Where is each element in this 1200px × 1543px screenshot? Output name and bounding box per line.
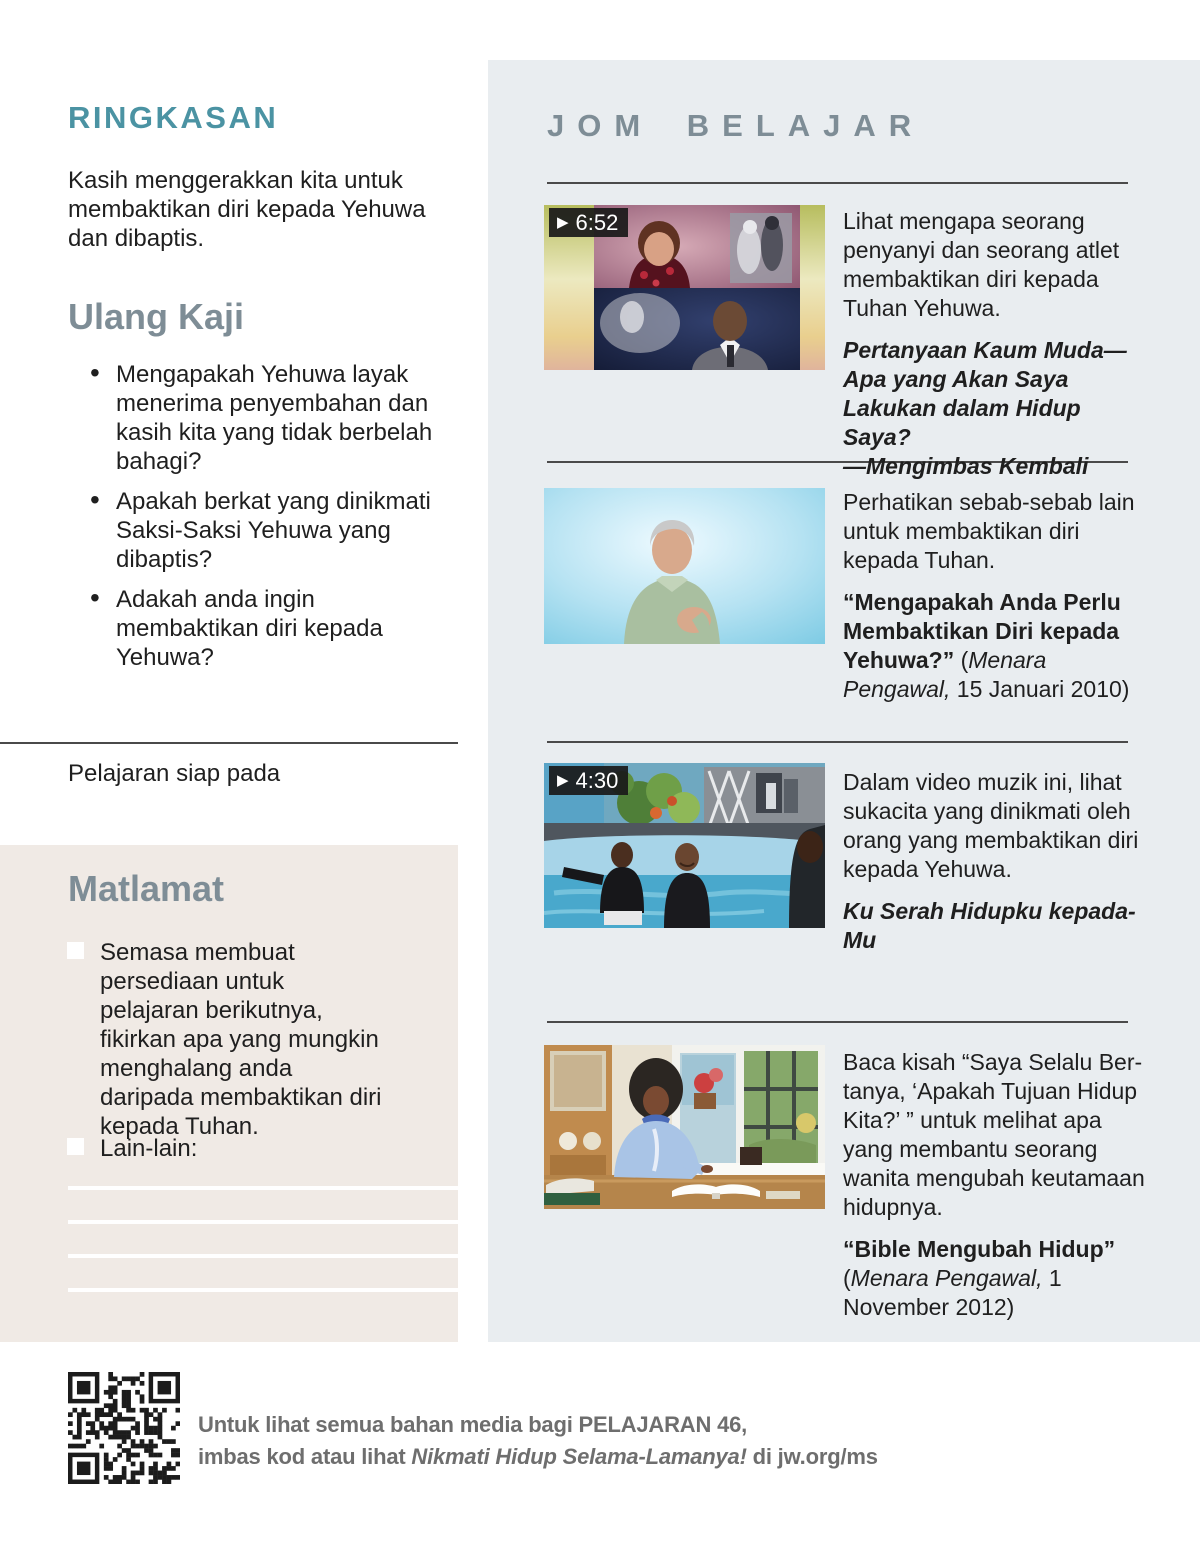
writing-line [68,1254,458,1258]
lesson-completed-label: Pelajaran siap pada [68,760,281,787]
goal-item [67,1134,387,1163]
section-rule [547,182,1128,184]
media-title: Ku Serah Hidupku kepada-Mu [843,898,1136,953]
publication-name: Nikmati Hidup Selama-Lamanya! [411,1444,747,1469]
review-question: • Apakah berkat yang dinikmati Saksi-Saksi Yehuwa yang dibaptis? [88,487,450,574]
video-thumbnail-baptism-song[interactable] [544,763,825,928]
play-icon: ▶ [557,772,569,789]
review-question-list [88,360,450,683]
citation-date: 15 Januari 2010) [950,676,1130,702]
video-thumbnail-dedication-interviews[interactable] [544,205,825,370]
article-title: “Bible Mengubah Hidup” [843,1236,1116,1262]
goal-text: Lain-lain: [100,1135,198,1162]
item-description: Lihat mengapa seorang penyanyi dan seorang atlet membaktikan diri kepada Tuhan Yehuwa. [843,208,1120,321]
thumbnail-art [544,488,825,644]
goal-item [67,938,387,1141]
article-image-praying-man [544,488,825,644]
citation-date: 1 November 2012) [843,1265,1062,1320]
goals-heading: Matlamat [68,868,225,909]
item-description: Perhatikan sebab-sebab lain untuk membaktikan diri kepada Tuhan. [843,489,1135,573]
study-item-text [843,768,1153,955]
section-rule [547,1021,1128,1023]
item-description: Baca kisah “Saya Selalu Bertanya, ‘Apakah Tujuan Hidup Kita?’ ” untuk melihat apa yang membantu seorang wanita mengubah keutamaan hidupnya. [843,1049,1145,1220]
footer-instruction-line2: imbas kod atau lihat Nikmati Hidup Selama-Lamanya! di jw.org/ms [198,1444,878,1469]
writing-line [68,1220,458,1224]
article-image-woman-studying [544,1045,825,1209]
publication-name: Menara Pengawal, [850,1265,1043,1291]
footer-instruction-line1: Untuk lihat semua bahan media bagi PELAJARAN 46, [198,1412,748,1437]
play-icon: ▶ [557,214,569,231]
goal-checkbox[interactable] [67,942,84,959]
article-title: “Mengapakah Anda Perlu Membaktikan Diri kepada Yehuwa?” [843,589,1121,673]
review-question: • Mengapakah Yehuwa layak menerima penyembahan dan kasih kita yang tidak berbelah bahagi? [88,360,450,476]
writing-line [68,1288,458,1292]
video-duration-badge [549,208,628,237]
study-item-text [843,1048,1153,1322]
publication-name: Menara Pengawal, [843,647,1047,702]
summary-text: Kasih menggerakkan kita untuk membaktikan diri kepada Yehuwa dan dibaptis. [68,167,426,252]
left-section-divider [0,742,458,744]
item-description: Dalam video muzik ini, lihat sukacita yang dinikmati oleh orang yang membaktikan diri kepada Yehuwa. [843,769,1139,882]
review-heading: Ulang Kaji [68,296,245,337]
media-title: Pertanyaan Kaum Muda—Apa yang Akan Saya Lakukan dalam Hidup Saya? [843,337,1127,450]
video-duration-badge [549,766,628,795]
study-item-text [843,207,1153,481]
qr-code [68,1372,180,1484]
citation-text: ( [954,647,969,673]
goal-checkbox[interactable] [67,1138,84,1155]
video-duration: 4:30 [575,767,619,793]
writing-line [68,1186,458,1190]
goal-text: Semasa membuat persediaan untuk pelajaran berikutnya, fikirkan apa yang mungkin menghalang anda daripada membaktikan diri kepada Tuhan. [100,939,382,1140]
summary-heading: RINGKASAN [68,100,279,135]
study-heading: JOM BELAJAR [547,108,925,143]
media-title-suffix: —Mengimbas Kembali [843,453,1089,479]
review-question: • Adakah anda ingin membaktikan diri kepada Yehuwa? [88,585,450,672]
citation-text: ( [843,1265,851,1291]
video-duration: 6:52 [575,209,619,235]
study-item-text [843,488,1153,704]
thumbnail-art [544,1045,825,1209]
section-rule [547,741,1128,743]
study-panel [488,60,1200,1342]
